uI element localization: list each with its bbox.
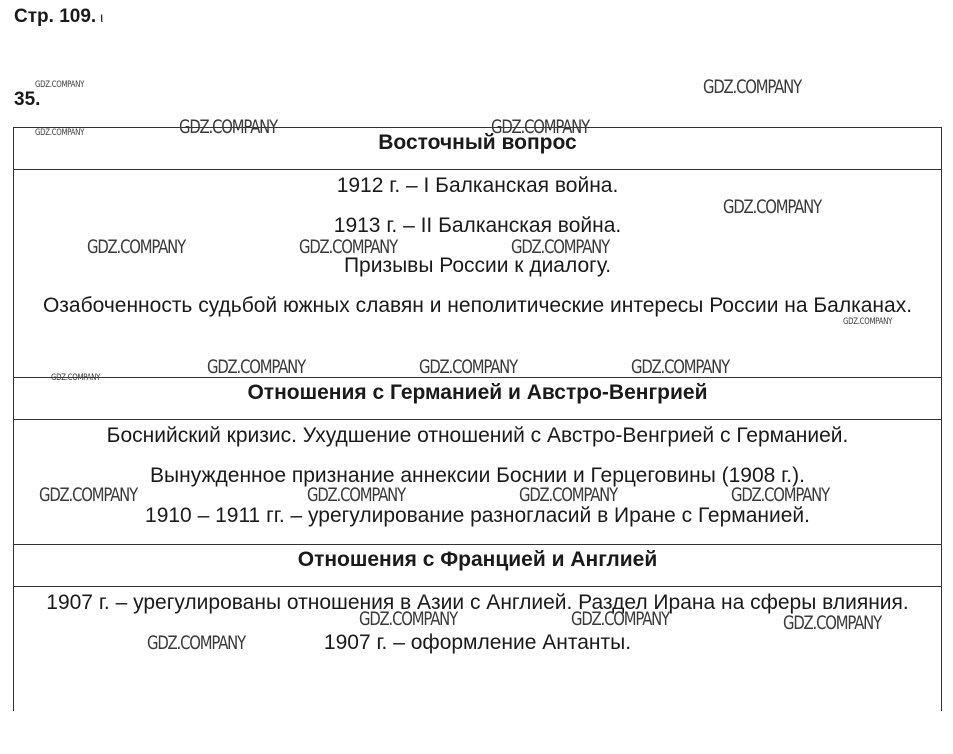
- watermark: GDZ.COMPANY: [299, 236, 397, 258]
- watermark: GDZ.COMPANY: [39, 484, 137, 506]
- section-heading: Отношения с Францией и Англией: [14, 545, 941, 587]
- page-reference: [14, 6, 103, 28]
- watermark: GDZ.COMPANY: [35, 128, 85, 138]
- watermark: GDZ.COMPANY: [307, 484, 405, 506]
- watermark: GDZ.COMPANY: [491, 116, 589, 138]
- watermark: GDZ.COMPANY: [147, 632, 245, 654]
- watermark: GDZ.COMPANY: [571, 608, 669, 630]
- watermark: GDZ.COMPANY: [783, 612, 881, 634]
- watermark: GDZ.COMPANY: [723, 196, 821, 218]
- watermark: GDZ.COMPANY: [35, 80, 85, 90]
- body-line: 1910 – 1911 гг. – урегулирование разногласий в Иране с Германией.: [145, 504, 810, 527]
- table-section: [14, 545, 941, 711]
- body-line: 1912 г. – I Балканская война.: [336, 174, 619, 197]
- page-reference-text: Стр. 109.: [14, 6, 97, 27]
- body-line: 1907 г. – урегулированы отношения в Азии с Англией. Раздел Ирана на сферы влияния.: [46, 591, 909, 614]
- body-line: 1907 г. – оформление Антанты.: [323, 631, 632, 654]
- watermark: GDZ.COMPANY: [631, 356, 729, 378]
- watermark: GDZ.COMPANY: [519, 484, 617, 506]
- watermark: GDZ.COMPANY: [731, 484, 829, 506]
- watermark: GDZ.COMPANY: [207, 356, 305, 378]
- task-number: 35.: [14, 89, 41, 110]
- body-line: 1913 г. – II Балканская война.: [333, 214, 622, 237]
- watermark: GDZ.COMPANY: [87, 236, 185, 258]
- watermark: GDZ.COMPANY: [419, 356, 517, 378]
- answer-table: [13, 127, 942, 711]
- section-heading: Восточный вопрос: [14, 128, 941, 170]
- body-line: Боснийский кризис. Ухудшение отношений с Австро-Венгрией с Германией.: [106, 424, 849, 447]
- section-body: [14, 420, 941, 544]
- watermark: GDZ.COMPANY: [179, 116, 277, 138]
- section-body: [14, 587, 941, 711]
- watermark: GDZ.COMPANY: [51, 373, 101, 383]
- section-heading: Отношения с Германией и Австро-Венгрией: [14, 378, 941, 420]
- watermark: GDZ.COMPANY: [511, 236, 609, 258]
- watermark: GDZ.COMPANY: [359, 608, 457, 630]
- body-line: Озабоченность судьбой южных славян и неполитические интересы России на Балканах.: [42, 294, 913, 317]
- table-section: [14, 128, 941, 378]
- watermark: GDZ.COMPANY: [843, 317, 893, 327]
- table-section: [14, 378, 941, 545]
- section-body: [14, 170, 941, 377]
- watermark: GDZ.COMPANY: [703, 76, 801, 98]
- body-line: Призывы России к диалогу.: [343, 254, 612, 277]
- body-line: Вынужденное признание аннексии Боснии и Герцеговины (1908 г.).: [150, 464, 805, 487]
- page-reference-mark: ι: [100, 9, 104, 25]
